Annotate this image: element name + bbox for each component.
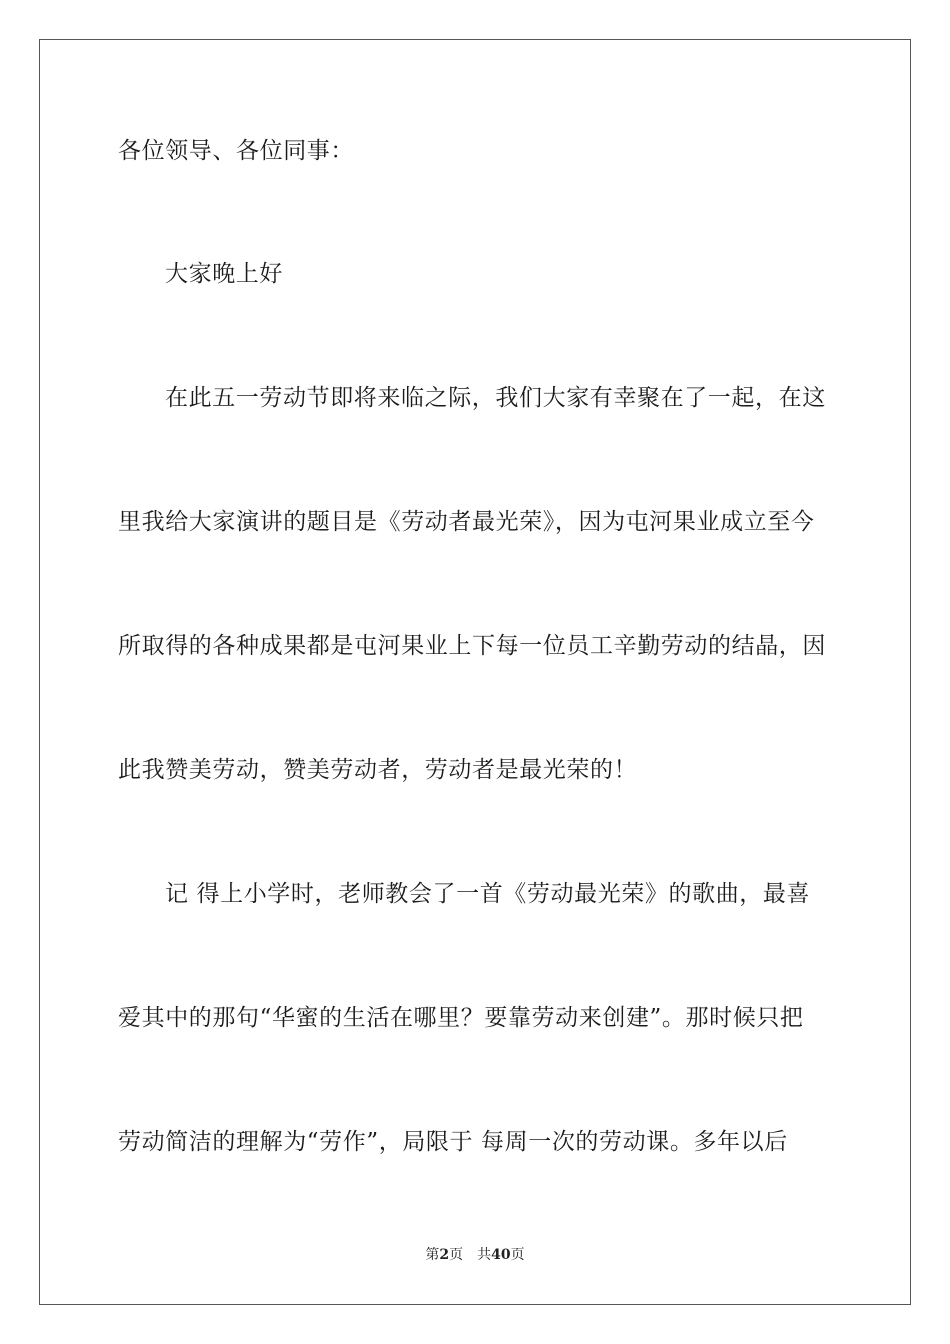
paragraph-1-line-2: 里我给大家演讲的题目是《劳动者最光荣》，因为屯河果业成立至今 (118, 509, 815, 535)
page-unit: 页 (449, 1247, 464, 1263)
paragraph-1-line-1: 在此五一劳动节即将来临之际，我们大家有幸聚在了一起，在这 (165, 385, 826, 411)
total-prefix: 共 (477, 1247, 492, 1263)
page-prefix: 第 (425, 1247, 440, 1263)
page-total-number: 40 (491, 1247, 511, 1263)
page-footer (0, 1246, 950, 1264)
page-current-number: 2 (439, 1247, 450, 1263)
salutation-line: 各位领导、各位同事： (118, 138, 354, 164)
greeting-line: 大家晚上好 (165, 261, 283, 287)
page-border (39, 39, 911, 1305)
paragraph-1-line-4: 此我赞美劳动，赞美劳动者，劳动者是最光荣的！ (118, 757, 638, 783)
total-unit: 页 (510, 1247, 525, 1263)
paragraph-1-line-3: 所取得的各种成果都是屯河果业上下每一位员工辛勤劳动的结晶，因 (118, 633, 826, 659)
paragraph-2-line-3: 劳动简洁的理解为“劳作”，局限于 每周一次的劳动课。多年以后 (118, 1129, 788, 1155)
paragraph-2-line-2: 爱其中的那句“华蜜的生活在哪里？要靠劳动来创建”。那时候只把 (118, 1005, 804, 1031)
paragraph-2-line-1: 记 得上小学时，老师教会了一首《劳动最光荣》的歌曲，最喜 (165, 881, 811, 907)
